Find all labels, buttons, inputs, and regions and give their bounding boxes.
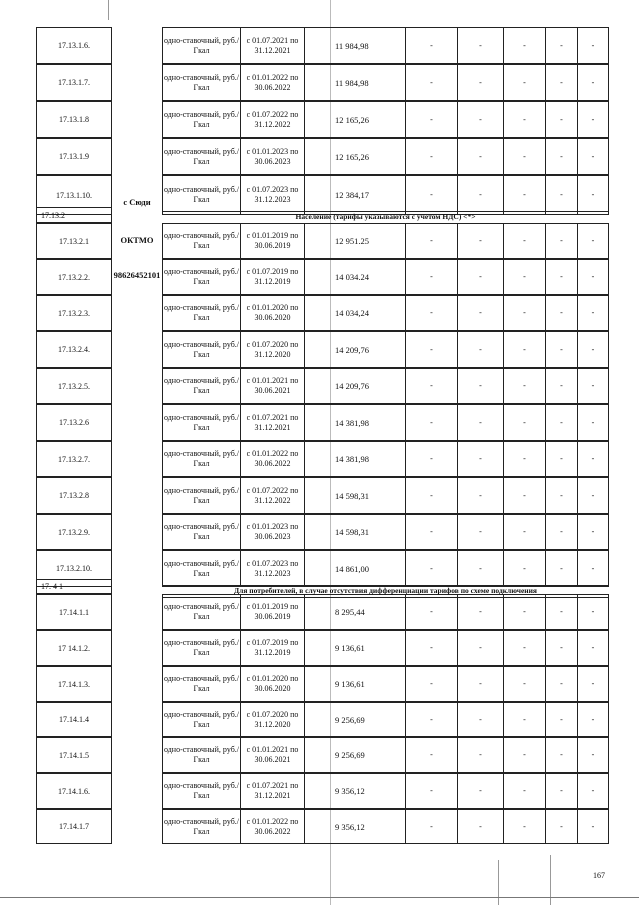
empty-cell: - <box>503 738 545 772</box>
empty-cell: - <box>503 442 545 476</box>
period: с 01.07.2022 по 31.12.2022 <box>241 102 305 137</box>
row-id: 17.13.2.6 <box>36 404 112 441</box>
table-row <box>162 594 609 630</box>
empty-cell: - <box>503 28 545 63</box>
empty-cell: - <box>405 515 457 549</box>
tariff-value: 14 034.24 <box>335 272 369 282</box>
empty-cell: - <box>405 65 457 100</box>
empty-cell: - <box>577 442 608 476</box>
period: с 01.01.2022 по 30.06.2022 <box>241 442 305 476</box>
row-id: 17.14.1.6. <box>36 773 112 809</box>
empty-cell: - <box>545 478 577 513</box>
row-id: 17 14.1.2. <box>36 630 112 666</box>
empty-cell: - <box>405 442 457 476</box>
row-id: 17.13.2.3. <box>36 295 112 331</box>
tariff-type: одно-ставочный, руб./Гкал <box>163 631 241 665</box>
place-name: с Сюди <box>123 197 151 207</box>
table-row <box>162 809 609 844</box>
empty-cell: - <box>405 332 457 367</box>
empty-cell: - <box>577 65 608 100</box>
row-id: 17.14.1.1 <box>36 594 112 630</box>
section-header-population: Население (тарифы указываются с учетом НДС) <*> <box>162 211 609 224</box>
scan-artifact-line <box>498 860 499 905</box>
table-row <box>162 404 609 441</box>
scan-artifact-line <box>108 0 109 20</box>
empty-cell: - <box>457 332 503 367</box>
table-row <box>162 702 609 737</box>
section-id: 17. 4 1 <box>36 579 112 594</box>
empty-cell: - <box>457 774 503 808</box>
empty-cell: - <box>577 595 608 629</box>
empty-cell: - <box>577 260 608 294</box>
empty-cell: - <box>457 631 503 665</box>
row-id: 17.13.2.7. <box>36 441 112 477</box>
period: с 01.01.2019 по 30.06.2019 <box>241 224 305 258</box>
empty-cell: - <box>545 515 577 549</box>
empty-cell: - <box>405 102 457 137</box>
tariff-type: одно-ставочный, руб./Гкал <box>163 296 241 330</box>
empty-cell: - <box>545 296 577 330</box>
empty-cell: - <box>405 176 457 214</box>
empty-cell: - <box>577 551 608 586</box>
empty-cell: - <box>503 176 545 214</box>
empty-cell: - <box>503 332 545 367</box>
empty-cell: - <box>577 631 608 665</box>
empty-cell: - <box>545 551 577 586</box>
tariff-value: 8 295,44 <box>335 607 365 617</box>
tariff-type: одно-ставочный, руб./Гкал <box>163 369 241 403</box>
tariff-type: одно-ставочный, руб./Гкал <box>163 102 241 137</box>
empty-cell: - <box>405 296 457 330</box>
row-id: 17.13.1.9 <box>36 138 112 175</box>
tariff-value: 11 984,98 <box>335 40 369 51</box>
tariff-value: 14 598,31 <box>335 490 369 501</box>
empty-cell: - <box>405 703 457 736</box>
tariff-value: 9 256,69 <box>335 714 365 725</box>
row-id: 17.13.2.10. <box>36 550 112 587</box>
period: с 01.01.2023 по 30.06.2023 <box>241 139 305 174</box>
tariff-value: 14 209,76 <box>335 381 369 391</box>
row-id: 17.14.1.3. <box>36 666 112 702</box>
tariff-value: 14 598,31 <box>335 527 369 537</box>
period: с 01.07.2021 по 31.12.2021 <box>241 28 305 63</box>
empty-cell: - <box>545 369 577 403</box>
empty-cell: - <box>503 810 545 843</box>
tariff-value: 14 381,98 <box>335 417 369 428</box>
table-row <box>162 223 609 259</box>
empty-cell: - <box>577 774 608 808</box>
empty-cell: - <box>577 332 608 367</box>
table-row <box>162 101 609 138</box>
tariff-value: 14 381,98 <box>335 454 369 464</box>
empty-cell: - <box>577 28 608 63</box>
empty-cell: - <box>577 667 608 701</box>
period: с 01.07.2023 по 31.12.2023 <box>241 176 305 214</box>
tariff-value: 12 384,17 <box>335 190 369 200</box>
empty-cell: - <box>545 224 577 258</box>
empty-cell: - <box>457 405 503 440</box>
tariff-type: одно-ставочный, руб./Гкал <box>163 332 241 367</box>
period: с 01.01.2019 по 30.06.2019 <box>241 595 305 629</box>
empty-cell: - <box>545 28 577 63</box>
empty-cell: - <box>503 139 545 174</box>
row-id: 17.13.1.10. <box>36 175 112 215</box>
tariff-type: одно-ставочный, руб./Гкал <box>163 551 241 586</box>
empty-cell: - <box>545 405 577 440</box>
empty-cell: - <box>405 260 457 294</box>
row-id: 17.13.2.8 <box>36 477 112 514</box>
empty-cell: - <box>405 405 457 440</box>
empty-cell: - <box>577 478 608 513</box>
table-row <box>162 64 609 101</box>
empty-cell: - <box>577 224 608 258</box>
table-row <box>162 550 609 587</box>
empty-cell: - <box>503 774 545 808</box>
tariff-type: одно-ставочный, руб./Гкал <box>163 738 241 772</box>
empty-cell: - <box>503 296 545 330</box>
empty-cell: - <box>405 478 457 513</box>
empty-cell: - <box>545 260 577 294</box>
empty-cell: - <box>545 595 577 629</box>
tariff-type: одно-ставочный, руб./Гкал <box>163 405 241 440</box>
empty-cell: - <box>503 65 545 100</box>
empty-cell: - <box>457 102 503 137</box>
empty-cell: - <box>457 478 503 513</box>
row-id: 17.13.2.9. <box>36 514 112 550</box>
row-id: 17.14.1.7 <box>36 809 112 844</box>
empty-cell: - <box>545 667 577 701</box>
empty-cell: - <box>503 405 545 440</box>
page-number: 167 <box>593 871 605 880</box>
empty-cell: - <box>503 102 545 137</box>
empty-cell: - <box>503 369 545 403</box>
tariff-type: одно-ставочный, руб./Гкал <box>163 703 241 736</box>
table-row <box>162 737 609 773</box>
empty-cell: - <box>545 139 577 174</box>
period: с 01.01.2021 по 30.06.2021 <box>241 369 305 403</box>
empty-cell: - <box>405 810 457 843</box>
tariff-type: одно-ставочный, руб./Гкал <box>163 28 241 63</box>
tariff-value: 14 034,24 <box>335 308 369 318</box>
period: с 01.01.2020 по 30.06.2020 <box>241 296 305 330</box>
period: с 01.07.2021 по 31.12.2021 <box>241 405 305 440</box>
empty-cell: - <box>457 296 503 330</box>
row-id: 17.14.1.4 <box>36 702 112 737</box>
empty-cell: - <box>577 810 608 843</box>
tariff-value: 11 984,98 <box>335 77 369 88</box>
oktmo-label: ОКТМО <box>120 235 154 245</box>
empty-cell: - <box>457 551 503 586</box>
empty-cell: - <box>405 139 457 174</box>
empty-cell: - <box>503 551 545 586</box>
empty-cell: - <box>577 139 608 174</box>
period: с 01.01.2020 по 30.06.2020 <box>241 667 305 701</box>
table-row <box>162 630 609 666</box>
table-row <box>162 259 609 295</box>
empty-cell: - <box>457 176 503 214</box>
tariff-type: одно-ставочный, руб./Гкал <box>163 442 241 476</box>
tariff-type: одно-ставочный, руб./Гкал <box>163 478 241 513</box>
empty-cell: - <box>577 102 608 137</box>
empty-cell: - <box>457 703 503 736</box>
empty-cell: - <box>577 405 608 440</box>
period: с 01.07.2019 по 31.12.2019 <box>241 260 305 294</box>
empty-cell: - <box>577 703 608 736</box>
table-row <box>162 773 609 809</box>
period: с 01.07.2021 по 31.12.2021 <box>241 774 305 808</box>
empty-cell: - <box>457 515 503 549</box>
empty-cell: - <box>503 595 545 629</box>
period: с 01.07.2020 по 31.12.2020 <box>241 703 305 736</box>
empty-cell: - <box>545 810 577 843</box>
table-row <box>162 295 609 331</box>
tariff-type: одно-ставочный, руб./Гкал <box>163 260 241 294</box>
tariff-value: 12 951.25 <box>335 236 369 246</box>
empty-cell: - <box>405 738 457 772</box>
tariff-value: 12 165,26 <box>335 151 369 162</box>
empty-cell: - <box>545 332 577 367</box>
row-id: 17.13.2.2. <box>36 259 112 295</box>
empty-cell: - <box>457 65 503 100</box>
empty-cell: - <box>457 595 503 629</box>
empty-cell: - <box>503 515 545 549</box>
empty-cell: - <box>457 224 503 258</box>
empty-cell: - <box>545 774 577 808</box>
empty-cell: - <box>503 631 545 665</box>
tariff-type: одно-ставочный, руб./Гкал <box>163 810 241 843</box>
row-id: 17.13.1.8 <box>36 101 112 138</box>
empty-cell: - <box>405 595 457 629</box>
tariff-value: 9 136,61 <box>335 643 365 653</box>
table-row <box>162 175 609 215</box>
empty-cell: - <box>405 369 457 403</box>
tariff-type: одно-ставочный, руб./Гкал <box>163 176 241 214</box>
empty-cell: - <box>457 260 503 294</box>
tariff-value: 9 256,69 <box>335 750 365 760</box>
tariff-type: одно-ставочный, руб./Гкал <box>163 139 241 174</box>
empty-cell: - <box>405 667 457 701</box>
tariff-value: 14 861,00 <box>335 563 369 574</box>
empty-cell: - <box>545 631 577 665</box>
row-id: 17.13.2.5. <box>36 368 112 404</box>
period: с 01.07.2022 по 31.12.2022 <box>241 478 305 513</box>
period: с 01.07.2019 по 31.12.2019 <box>241 631 305 665</box>
empty-cell: - <box>405 774 457 808</box>
tariff-value: 9 356,12 <box>335 821 365 832</box>
empty-cell: - <box>503 260 545 294</box>
tariff-type: одно-ставочный, руб./Гкал <box>163 595 241 629</box>
tariff-type: одно-ставочный, руб./Гкал <box>163 224 241 258</box>
table-row <box>162 666 609 702</box>
row-id: 17.13.2.4. <box>36 331 112 368</box>
empty-cell: - <box>577 369 608 403</box>
period: с 01.01.2022 по 30.06.2022 <box>241 65 305 100</box>
empty-cell: - <box>545 703 577 736</box>
tariff-type: одно-ставочный, руб./Гкал <box>163 774 241 808</box>
section-header-consumers: Для потребителей, в случае отсутствия дифференциации тарифов по схеме подключения <box>162 585 609 598</box>
empty-cell: - <box>457 810 503 843</box>
tariff-value: 9 136,61 <box>335 679 365 689</box>
tariff-type: одно-ставочный, руб./Гкал <box>163 515 241 549</box>
table-row <box>162 138 609 175</box>
oktmo-code: 98626452101 <box>113 270 161 280</box>
tariff-type: одно-ставочный, руб./Гкал <box>163 667 241 701</box>
empty-cell: - <box>545 65 577 100</box>
table-row <box>162 331 609 368</box>
empty-cell: - <box>457 139 503 174</box>
empty-cell: - <box>577 738 608 772</box>
row-id: 17.14.1.5 <box>36 737 112 773</box>
empty-cell: - <box>457 667 503 701</box>
empty-cell: - <box>545 442 577 476</box>
empty-cell: - <box>457 369 503 403</box>
row-id: 17.13.1.6. <box>36 27 112 64</box>
period: с 01.01.2023 по 30.06.2023 <box>241 515 305 549</box>
table-row <box>162 27 609 64</box>
row-id: 17.13.1.7. <box>36 64 112 101</box>
scan-artifact-line <box>0 897 639 898</box>
table-row <box>162 368 609 404</box>
empty-cell: - <box>405 28 457 63</box>
empty-cell: - <box>503 224 545 258</box>
period: с 01.07.2020 по 31.12.2020 <box>241 332 305 367</box>
empty-cell: - <box>503 478 545 513</box>
empty-cell: - <box>577 515 608 549</box>
tariff-type: одно-ставочный, руб./Гкал <box>163 65 241 100</box>
tariff-value: 9 356,12 <box>335 786 365 796</box>
empty-cell: - <box>503 667 545 701</box>
empty-cell: - <box>545 176 577 214</box>
tariff-value: 12 165,26 <box>335 114 369 125</box>
empty-cell: - <box>503 703 545 736</box>
empty-cell: - <box>457 28 503 63</box>
table-row <box>162 441 609 477</box>
empty-cell: - <box>577 176 608 214</box>
empty-cell: - <box>577 296 608 330</box>
period: с 01.01.2022 по 30.06.2022 <box>241 810 305 843</box>
tariff-value: 14 209,76 <box>335 344 369 355</box>
empty-cell: - <box>545 102 577 137</box>
empty-cell: - <box>545 738 577 772</box>
row-id: 17.13.2.1 <box>36 223 112 259</box>
section-id: 17.13.2 <box>36 207 112 223</box>
table-row <box>162 477 609 514</box>
table-row <box>162 514 609 550</box>
empty-cell: - <box>405 631 457 665</box>
empty-cell: - <box>405 551 457 586</box>
empty-cell: - <box>457 738 503 772</box>
period: с 01.01.2021 по 30.06.2021 <box>241 738 305 772</box>
empty-cell: - <box>405 224 457 258</box>
period: с 01.07.2023 по 31.12.2023 <box>241 551 305 586</box>
empty-cell: - <box>457 442 503 476</box>
